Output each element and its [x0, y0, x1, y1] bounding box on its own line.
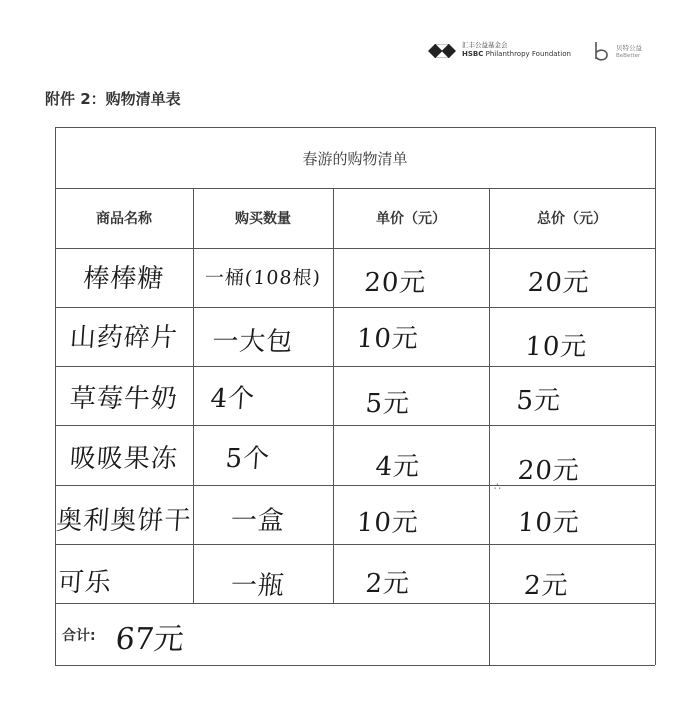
- row-3-total-price: 5元: [515, 386, 563, 416]
- table-border-right: [655, 127, 656, 665]
- col-header-total-price: 总价（元）: [537, 211, 607, 227]
- bebetter-en-name: BeBetter: [616, 53, 641, 59]
- row-2-name: 山药碎片: [68, 323, 179, 353]
- col-header-unit-price: 单价（元）: [376, 211, 446, 227]
- row-1-unit-price: 20元: [363, 268, 428, 298]
- row-4-unit-price: 4元: [374, 452, 422, 482]
- col-header-quantity: 购买数量: [235, 211, 291, 227]
- table-border-top: [55, 127, 655, 128]
- total-value: 67元: [113, 622, 186, 657]
- row-3-unit-price: 5元: [364, 389, 412, 419]
- row-4-total-price: 20元: [516, 456, 581, 486]
- attachment-title: 附件 2：购物清单表: [45, 90, 181, 108]
- total-label: 合计:: [62, 628, 96, 644]
- table-rule: [55, 544, 655, 545]
- row-5-quantity: 一盒: [229, 506, 286, 536]
- row-2-total-price: 10元: [524, 332, 589, 362]
- col-header-name: 商品名称: [96, 211, 152, 227]
- hsbc-en-name: HSBC Philanthropy Foundation: [462, 50, 571, 58]
- table-rule: [55, 188, 655, 189]
- row-5-total-price: 10元: [516, 508, 581, 538]
- pen-mark: ∴: [494, 480, 501, 493]
- row-4-quantity: 5个: [224, 444, 272, 474]
- table-rule: [55, 248, 655, 249]
- table-rule: [55, 366, 655, 367]
- row-3-name: 草莓牛奶: [68, 384, 179, 414]
- row-6-total-price: 2元: [522, 571, 570, 601]
- row-1-total-price: 20元: [526, 268, 591, 298]
- table-border-bottom: [55, 665, 655, 666]
- table-rule: [55, 307, 655, 308]
- table-title: 春游的购物清单: [302, 150, 408, 168]
- bebetter-cn-name: 贝特公益: [616, 44, 642, 52]
- row-6-quantity: 一瓶: [229, 571, 286, 601]
- row-4-name: 吸吸果冻: [68, 444, 179, 474]
- row-5-unit-price: 10元: [355, 508, 420, 538]
- row-1-name: 棒棒糖: [82, 264, 166, 294]
- row-5-name: 奥利奥饼干: [55, 506, 193, 536]
- table-rule: [55, 425, 655, 426]
- row-2-quantity: 一大包: [211, 327, 295, 357]
- row-1-quantity: 一桶(108根): [204, 267, 322, 289]
- hsbc-cn-name: 汇丰公益基金会: [462, 41, 508, 49]
- row-6-unit-price: 2元: [364, 569, 412, 599]
- row-6-name: 可乐: [56, 568, 113, 598]
- table-rule: [55, 603, 655, 604]
- row-3-quantity: 4个: [209, 384, 257, 414]
- row-2-unit-price: 10元: [355, 324, 420, 354]
